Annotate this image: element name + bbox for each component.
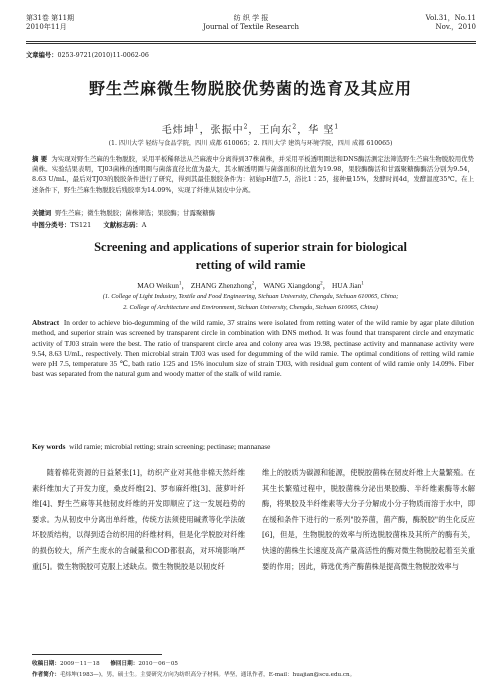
affiliation-en-line1: (1. College of Light Industry, Textile and Food Engineering, Sichuan University, Chengdu, Sichuan 610065, China; bbox=[102, 293, 399, 300]
header-rule-top bbox=[26, 41, 476, 42]
authors-cn: 毛炜坤$^1$，张振中$^2$，王向东$^2$，华 坚$^1$ bbox=[161, 123, 340, 136]
title-en bbox=[0, 238, 501, 274]
abstract-en-label: Abstract bbox=[32, 318, 60, 327]
abstract-en bbox=[32, 318, 474, 380]
journal-name-cn: 纺 织 学 报 bbox=[233, 14, 269, 22]
journal-name-en: Journal of Textile Research bbox=[202, 23, 300, 31]
author-name: HUA Jian bbox=[331, 281, 362, 290]
classification-cn: 中图分类号：TS121 文献标志码：A bbox=[32, 221, 147, 229]
authors-en: MAO Weikun$^1$， ZHANG Zhenzhong$^2$， WANG Xiangdong$^2$， HUA Jian$^1$ bbox=[137, 281, 364, 290]
article-number: 文章编号：0253-9721(2010)11-0062-06 bbox=[26, 52, 149, 59]
issue-date-en: Nov.，2010 bbox=[435, 23, 476, 31]
volume-issue-cn: 第31卷 第11期 bbox=[26, 14, 75, 22]
title-cn: 野生苎麻微生物脱胶优势菌的选育及其应用 bbox=[88, 79, 412, 98]
keywords-cn: 关键词 野生苎麻；微生物脱胶；菌株筛选；果胶酶；甘露聚糖酶 bbox=[32, 209, 216, 217]
running-header bbox=[26, 14, 476, 40]
header-center bbox=[26, 14, 476, 32]
footnote-author: 作者简介：毛炜坤(1983—)，男，硕士生。主要研究方向为纺织高分子材料。华坚，通讯作者，E-mail：huajian@scu.edu.cn。 bbox=[32, 672, 356, 678]
volume-issue-en: Vol.31，No.11 bbox=[425, 14, 476, 22]
author-name: 张振中 bbox=[210, 125, 244, 136]
author-name: ZHANG Zhenzhong bbox=[190, 281, 252, 290]
footnote-rule bbox=[32, 654, 162, 655]
author-name: MAO Weikun bbox=[137, 281, 179, 290]
body-column-right: 维上的胶质为碳源和能源，使脱胶菌株在韧皮纤维上大量繁殖。在其生长繁殖过程中，脱胶菌株分泌出果胶酶、半纤维素酶等水解酶，将果胶及半纤维素等大分子分解成小分子物质而溶于水中，即在缓和条件下进行的一系列"胶养菌，菌产酶，酶脱胶"的生化反应[6]，但是，生物脱胶的效率与所选脱胶菌株及其所产的酶有关，快速的菌株生长速度及高产量高活性的酶对微生物脱胶起着至关重要的作用；因此，筛选优秀产酶菌株是提高微生物脱胶效率与 bbox=[262, 468, 475, 571]
keywords-en: Key words wild ramie; microbial retting; strain screening; pectinase; mannanase bbox=[32, 442, 271, 451]
title-en-line1: Screening and applications of superior strain for biological bbox=[94, 240, 407, 254]
issue-date-cn: 2010年11月 bbox=[26, 23, 67, 31]
author-name: 华 坚 bbox=[308, 125, 335, 136]
header-right bbox=[426, 14, 476, 32]
title-en-line2: retting of wild ramie bbox=[195, 258, 306, 272]
abstract-cn bbox=[32, 154, 474, 195]
affiliation-cn: (1. 四川大学 轻纺与食品学院，四川 成都 610065；2. 四川大学 建筑与环境学院，四川 成都 610065) bbox=[108, 140, 393, 147]
header-rule-bottom bbox=[26, 43, 476, 44]
affiliation-en-line2: 2. College of Architecture and Environment, Sichuan University, Chengdu, Sichuan 610065, China) bbox=[123, 304, 378, 311]
author-name: 毛炜坤 bbox=[161, 125, 195, 136]
abstract-cn-label: 摘 要 bbox=[32, 155, 48, 163]
author-name: 王向东 bbox=[259, 125, 293, 136]
abstract-cn-text: 为实现对野生苎麻的生物脱胶，采用平板稀释法从苎麻液中分离得到37株菌株，并采用平板透明圈法和DNS酶活测定法筛选野生苎麻生物脱胶用优势菌株。实验结果表明，TJ03菌株的透明圈与菌落直径比值为最大，其水解透明圈与菌落面积的比值为19.98，果胶酶酶活和甘露聚糖酶酶活分别为9.54，8.63 U/mL，最后对TJ03的脱胶条件进行了研究，得到其最佳脱胶条件为：初始pH值7.5，浴比1∶25，接种量15%，发酵时间4d，发酵温度35℃。在上述条件下，野生苎麻生物脱胶后残胶率为14.09%，实现了纤维从韧皮中分离。 bbox=[32, 155, 474, 194]
author-name: WANG Xiangdong bbox=[263, 281, 321, 290]
footnote-dates: 收稿日期：2009－11－18 修回日期：2010－06－05 bbox=[32, 661, 178, 667]
abstract-en-text: In order to achieve bio-degumming of the wild ramie, 37 strains were isolated from retting water of the wild ramie by agar plate dilution method, and superior strain was screened by transparent circle in combination with DNS method. It was found that transparent circle and enzymatic activity of TJ03 strain were the best. The ratio of transparent circle area and colony area was 19.98, pectinase activity and mannanase activity were 9.54, 8.63 U/mL, respectively. Then microbial strain TJ03 was used for degumming of the wild ramie. The optimal conditions of retting wild ramie were pH 7.5, temperature 35 ℃, bath ratio 1∶25 and 15% inoculum size of strain TJ03, with residual gum content of wild ramie only 14.09%. Fiber bast was separated from the natural gum and woody matter of the stalk of wild ramie. bbox=[32, 318, 474, 379]
body-column-left: 随着棉花资源的日益紧张[1]，纺织产业对其他非棉天然纤维素纤维加大了开发力度，桑皮纤维[2]、罗布麻纤维[3]、菠萝叶纤维[4]、野生苎麻等其他韧皮纤维的开发即顺应了这一发展趋势的要求。为从韧皮中分离出单纤维，传统方法须使用碱煮等化学法破坏胶质结构，以得到适合纺织用的纤维材料，但是化学脱胶对纤维的损伤较大，所产生废水的含碱量和COD都很高，对环境影响严重[5]。微生物脱胶可克服上述缺点。微生物脱胶是以韧皮纤 bbox=[32, 468, 245, 571]
